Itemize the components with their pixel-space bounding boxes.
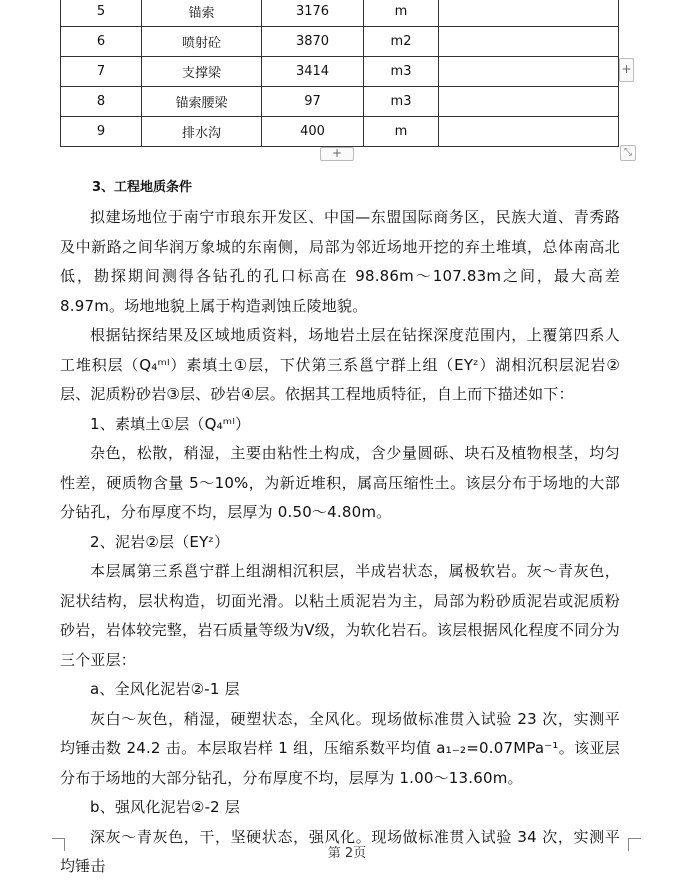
cell-name[interactable]: 锚索腰梁 <box>142 87 262 117</box>
paragraph-strata-overview: 根据钻探结果及区域地质资料，场地岩土层在钻探深度范围内，上覆第四系人工堆积层（Q₄ᵐˡ）素填土①层，下伏第三系邕宁群上组（EYᶻ）湖相沉积层泥岩②层、泥质粉砂岩③层、砂岩④层。依据其工程地质特征，自上而下描述如下： <box>60 326 620 403</box>
paragraph-site-location: 拟建场地位于南宁市琅东开发区、中国—东盟国际商务区，民族大道、青秀路及中新路之间华润万象城的东南侧，局部为邻近场地开挖的弃土堆填，总体南高北低，勘探期间测得各钻孔的孔口标高在 98.86m～107.83m之间，最大高差 8.97m。场地地貌上属于构造剥蚀丘陵地貌。 <box>60 208 620 315</box>
table-row <box>61 0 619 27</box>
add-column-button[interactable]: + <box>320 147 354 161</box>
table-row <box>61 117 619 147</box>
section-body <box>60 203 620 882</box>
cell-no[interactable]: 7 <box>61 57 142 87</box>
paragraph-fill-layer: 杂色，松散，稍湿，主要由粘性土构成，含少量圆砾、块石及植物根茎，均匀性差，硬质物含量 5～10%，为新近堆积，属高压缩性土。该层分布于场地的大部分钻孔，分布厚度不均，层厚为 0.50～4.80m。 <box>60 444 620 521</box>
paragraph-fully-weathered: 灰白～灰色，稍湿，硬塑状态，全风化。现场做标准贯入试验 23 次，实测平均锤击数 24.2 击。本层取岩样 1 组，压缩系数平均值 a₁₋₂=0.07MPa⁻¹。该亚层分布于场地的大部分钻孔，分布厚度不均，层厚为 1.00～13.60m。 <box>60 709 620 787</box>
table-row <box>61 87 619 117</box>
add-row-button[interactable]: + <box>619 58 634 82</box>
cell-qty[interactable]: 3870 <box>262 27 364 57</box>
subheading-fully-weathered: a、全风化泥岩②-1 层 <box>90 680 240 698</box>
cell-note[interactable] <box>439 87 619 117</box>
cell-note[interactable] <box>439 0 619 27</box>
cell-unit[interactable]: m <box>364 117 439 147</box>
cell-no[interactable]: 5 <box>61 0 142 27</box>
cell-unit[interactable]: m3 <box>364 87 439 117</box>
cell-no[interactable]: 6 <box>61 27 142 57</box>
section-heading: 3、工程地质条件 <box>92 180 193 195</box>
subheading-strongly-weathered: b、强风化泥岩②-2 层 <box>90 798 241 816</box>
cell-name[interactable]: 锚索 <box>142 0 262 27</box>
quantity-table <box>60 0 619 147</box>
cell-qty[interactable]: 97 <box>262 87 364 117</box>
cell-no[interactable]: 9 <box>61 117 142 147</box>
cell-unit[interactable]: m3 <box>364 57 439 87</box>
cell-note[interactable] <box>439 27 619 57</box>
table-row <box>61 27 619 57</box>
paragraph-strongly-weathered: 深灰～青灰色，干，坚硬状态，强风化。现场做标准贯入试验 34 次，实测平均锤击 <box>60 827 620 875</box>
table-resize-handle[interactable]: ⤡ <box>620 145 636 161</box>
subheading-mudstone-layer: 2、泥岩②层（EYᶻ） <box>90 532 230 551</box>
cell-qty[interactable]: 3176 <box>262 0 364 27</box>
paragraph-mudstone-layer: 本层属第三系邕宁群上组湖相沉积层，半成岩状态，属极软岩。灰～青灰色，泥状结构，层状构造，切面光滑。以粘土质泥岩为主，局部为粉砂质泥岩或泥质粉砂岩，岩体较完整，岩石质量等级为Ⅴ级，为软化岩石。该层根据风化程度不同分为三个亚层： <box>60 562 620 669</box>
page-number: 第 2页 <box>327 846 367 861</box>
cell-name[interactable]: 喷射砼 <box>142 27 262 57</box>
cell-unit[interactable]: m <box>364 0 439 27</box>
cell-name[interactable]: 支撑梁 <box>142 57 262 87</box>
cell-name[interactable]: 排水沟 <box>142 117 262 147</box>
cell-no[interactable]: 8 <box>61 87 142 117</box>
cell-note[interactable] <box>439 117 619 147</box>
cell-note[interactable] <box>439 57 619 87</box>
cell-qty[interactable]: 3414 <box>262 57 364 87</box>
cell-unit[interactable]: m2 <box>364 27 439 57</box>
table-row <box>61 57 619 87</box>
subheading-fill-layer: 1、素填土①层（Q₄ᵐˡ） <box>90 414 251 433</box>
cell-qty[interactable]: 400 <box>262 117 364 147</box>
